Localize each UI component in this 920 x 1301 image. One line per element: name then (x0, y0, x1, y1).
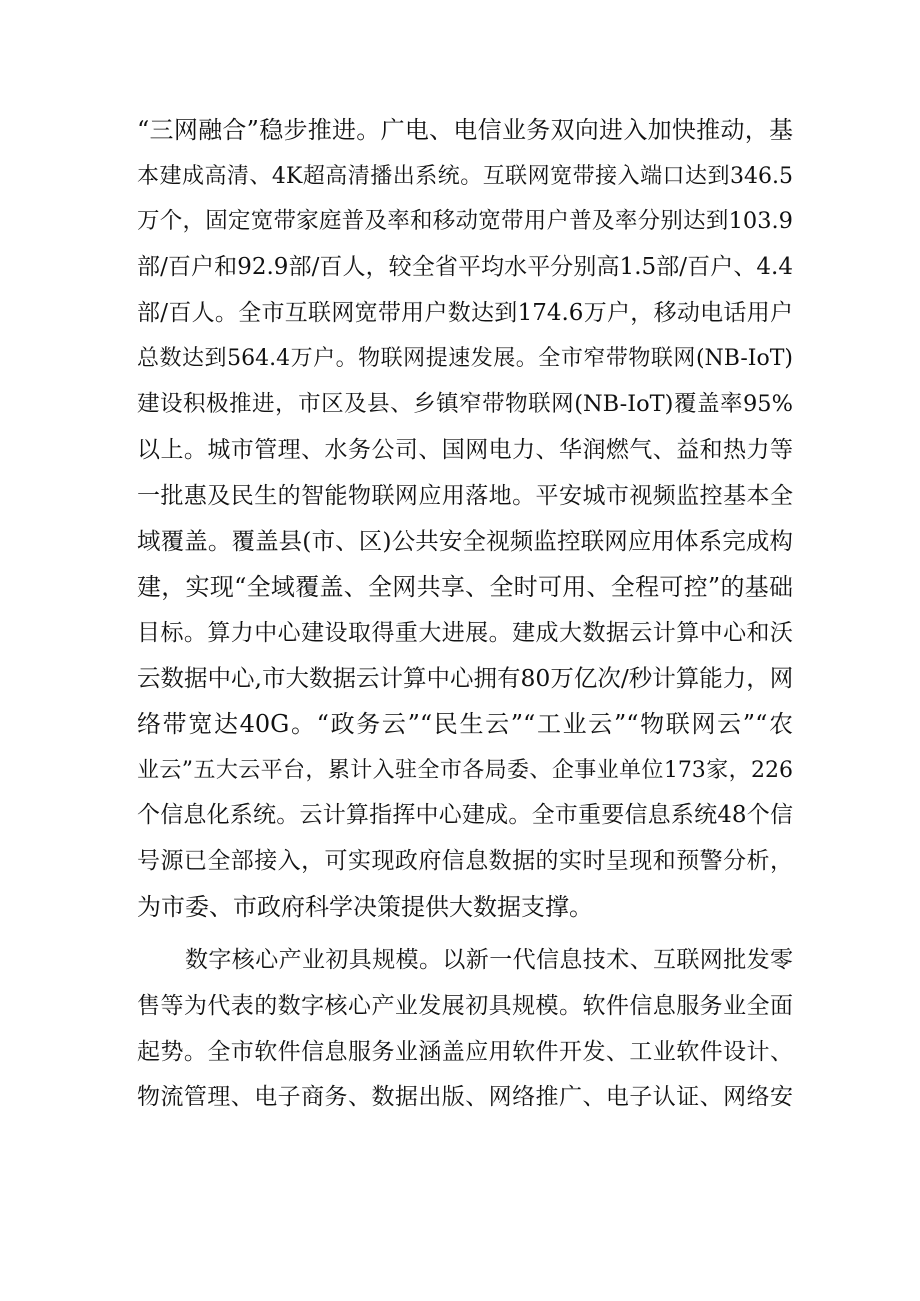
text-line: 起势。全市软件信息服务业涵盖应用软件开发、工业软件设计、 (137, 1038, 793, 1065)
text-line: 本建成高清、4K超高清播出系统。互联网宽带接入端口达到346.5 (137, 163, 793, 189)
text-line: 总数达到564.4万户。物联网提速发展。全市窄带物联网(NB-IoT) (137, 346, 793, 372)
document-body (137, 108, 793, 1121)
paragraph-gap (137, 930, 793, 938)
text-line: 数字核心产业初具规模。以新一代信息技术、互联网批发零 (185, 947, 793, 974)
text-line: 号源已全部接入，可实现政府信息数据的实时呈现和预警分析， (137, 848, 793, 874)
text-line: 售等为代表的数字核心产业发展初具规模。软件信息服务业全面 (137, 993, 793, 1020)
paragraph-digital-industry (137, 938, 793, 1121)
text-line: 部/百人。全市互联网宽带用户数达到174.6万户，移动电话用户 (137, 299, 793, 326)
paragraph-infrastructure (137, 108, 793, 930)
text-line: 以上。城市管理、水务公司、国网电力、华润燃气、益和热力等 (137, 436, 793, 463)
text-line: 云数据中心,市大数据云计算中心拥有80万亿次/秒计算能力，网 (137, 664, 794, 693)
text-line: 域覆盖。覆盖县(市、区)公共安全视频监控联网应用体系完成构 (137, 527, 793, 556)
text-line: 络带宽达40G。“政务云”“民生云”“工业云”“物联网云”“农 (137, 709, 793, 738)
text-line: 业云”五大云平台，累计入驻全市各局委、企事业单位173家，226 (137, 757, 793, 783)
text-line: “三网融合”稳步推进。广电、电信业务双向进入加快推动，基 (137, 116, 793, 144)
text-line: 为市委、市政府科学决策提供大数据支撑。 (137, 892, 593, 921)
text-line: 建设积极推进，市区及县、乡镇窄带物联网(NB-IoT)覆盖率95% (137, 391, 793, 418)
text-line: 一批惠及民生的智能物联网应用落地。平安城市视频监控基本全 (137, 482, 793, 509)
text-line: 万个，固定宽带家庭普及率和移动宽带用户普及率分别达到103.9 (137, 208, 793, 235)
text-line: 物流管理、电子商务、数据出版、网络推广、电子认证、网络安 (137, 1084, 793, 1111)
text-line: 部/百户和92.9部/百人，较全省平均水平分别高1.5部/百户、4.4 (137, 254, 793, 281)
text-line: 建，实现“全域覆盖、全网共享、全时可用、全程可控”的基础 (137, 572, 793, 601)
text-line: 个信息化系统。云计算指挥中心建成。全市重要信息系统48个信 (137, 802, 793, 829)
text-line: 目标。算力中心建设取得重大进展。建成大数据云计算中心和沃 (137, 619, 793, 646)
